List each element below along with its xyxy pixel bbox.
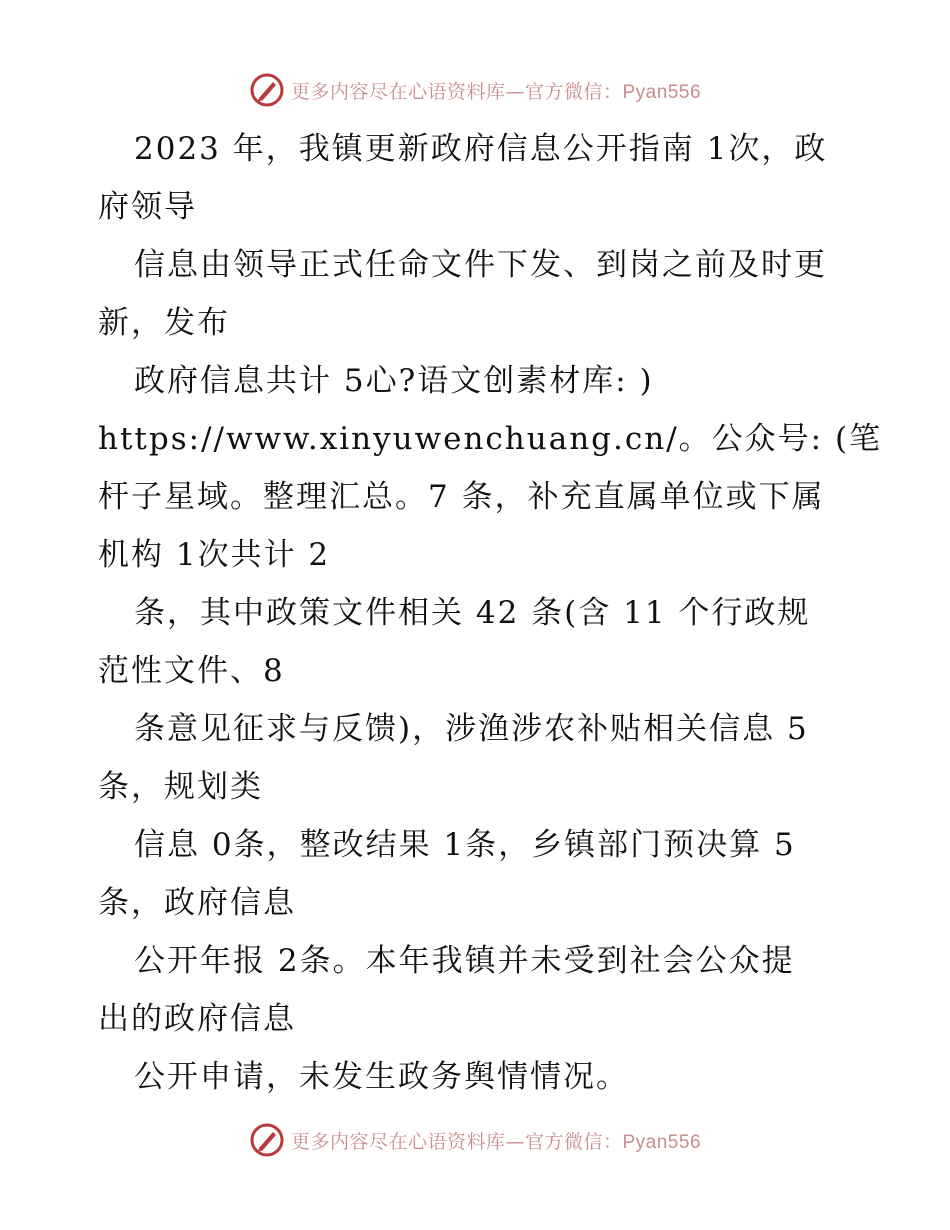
body-line: https://www.xinyuwenchuang.cn/。公众号: (笔: [98, 421, 883, 457]
body-line: 信息由领导正式任命文件下发、到岗之前及时更: [134, 247, 827, 283]
body-line: 新，发布: [98, 305, 230, 341]
watermark-text: 更多内容尽在心语资料库—官方微信：Pyan556: [290, 1130, 702, 1153]
document-body: [98, 120, 883, 1106]
body-line: 范性文件、8: [98, 653, 285, 689]
body-line: 公开年报 2条。本年我镇并未受到社会公众提: [134, 943, 795, 979]
body-line: 机构 1次共计 2: [98, 537, 331, 573]
body-line: 条意见征求与反馈)，涉渔涉农补贴相关信息 5: [134, 711, 809, 747]
body-line: 信息 0条，整改结果 1条，乡镇部门预决算 5: [134, 827, 796, 863]
body-line: 公开申请，未发生政务舆情情况。: [134, 1059, 629, 1095]
body-line: 府领导: [98, 189, 197, 225]
body-line: 杆子星域。整理汇总。7 条，补充直属单位或下属: [98, 479, 825, 515]
pen-logo-icon: [249, 72, 285, 108]
header-watermark: [0, 68, 950, 112]
body-line: 出的政府信息: [98, 1001, 296, 1037]
pen-logo-icon: [249, 1122, 285, 1158]
body-line: 条，其中政策文件相关 42 条(含 11 个行政规: [134, 595, 811, 631]
body-line: 条，政府信息: [98, 885, 296, 921]
watermark-text: 更多内容尽在心语资料库—官方微信：Pyan556: [290, 80, 702, 103]
body-line: 政府信息共计 5心?语文创素材库: ): [134, 363, 654, 399]
body-line: 条，规划类: [98, 769, 263, 805]
body-line: 2023 年，我镇更新政府信息公开指南 1次，政: [134, 131, 828, 167]
footer-watermark: [0, 1118, 950, 1162]
